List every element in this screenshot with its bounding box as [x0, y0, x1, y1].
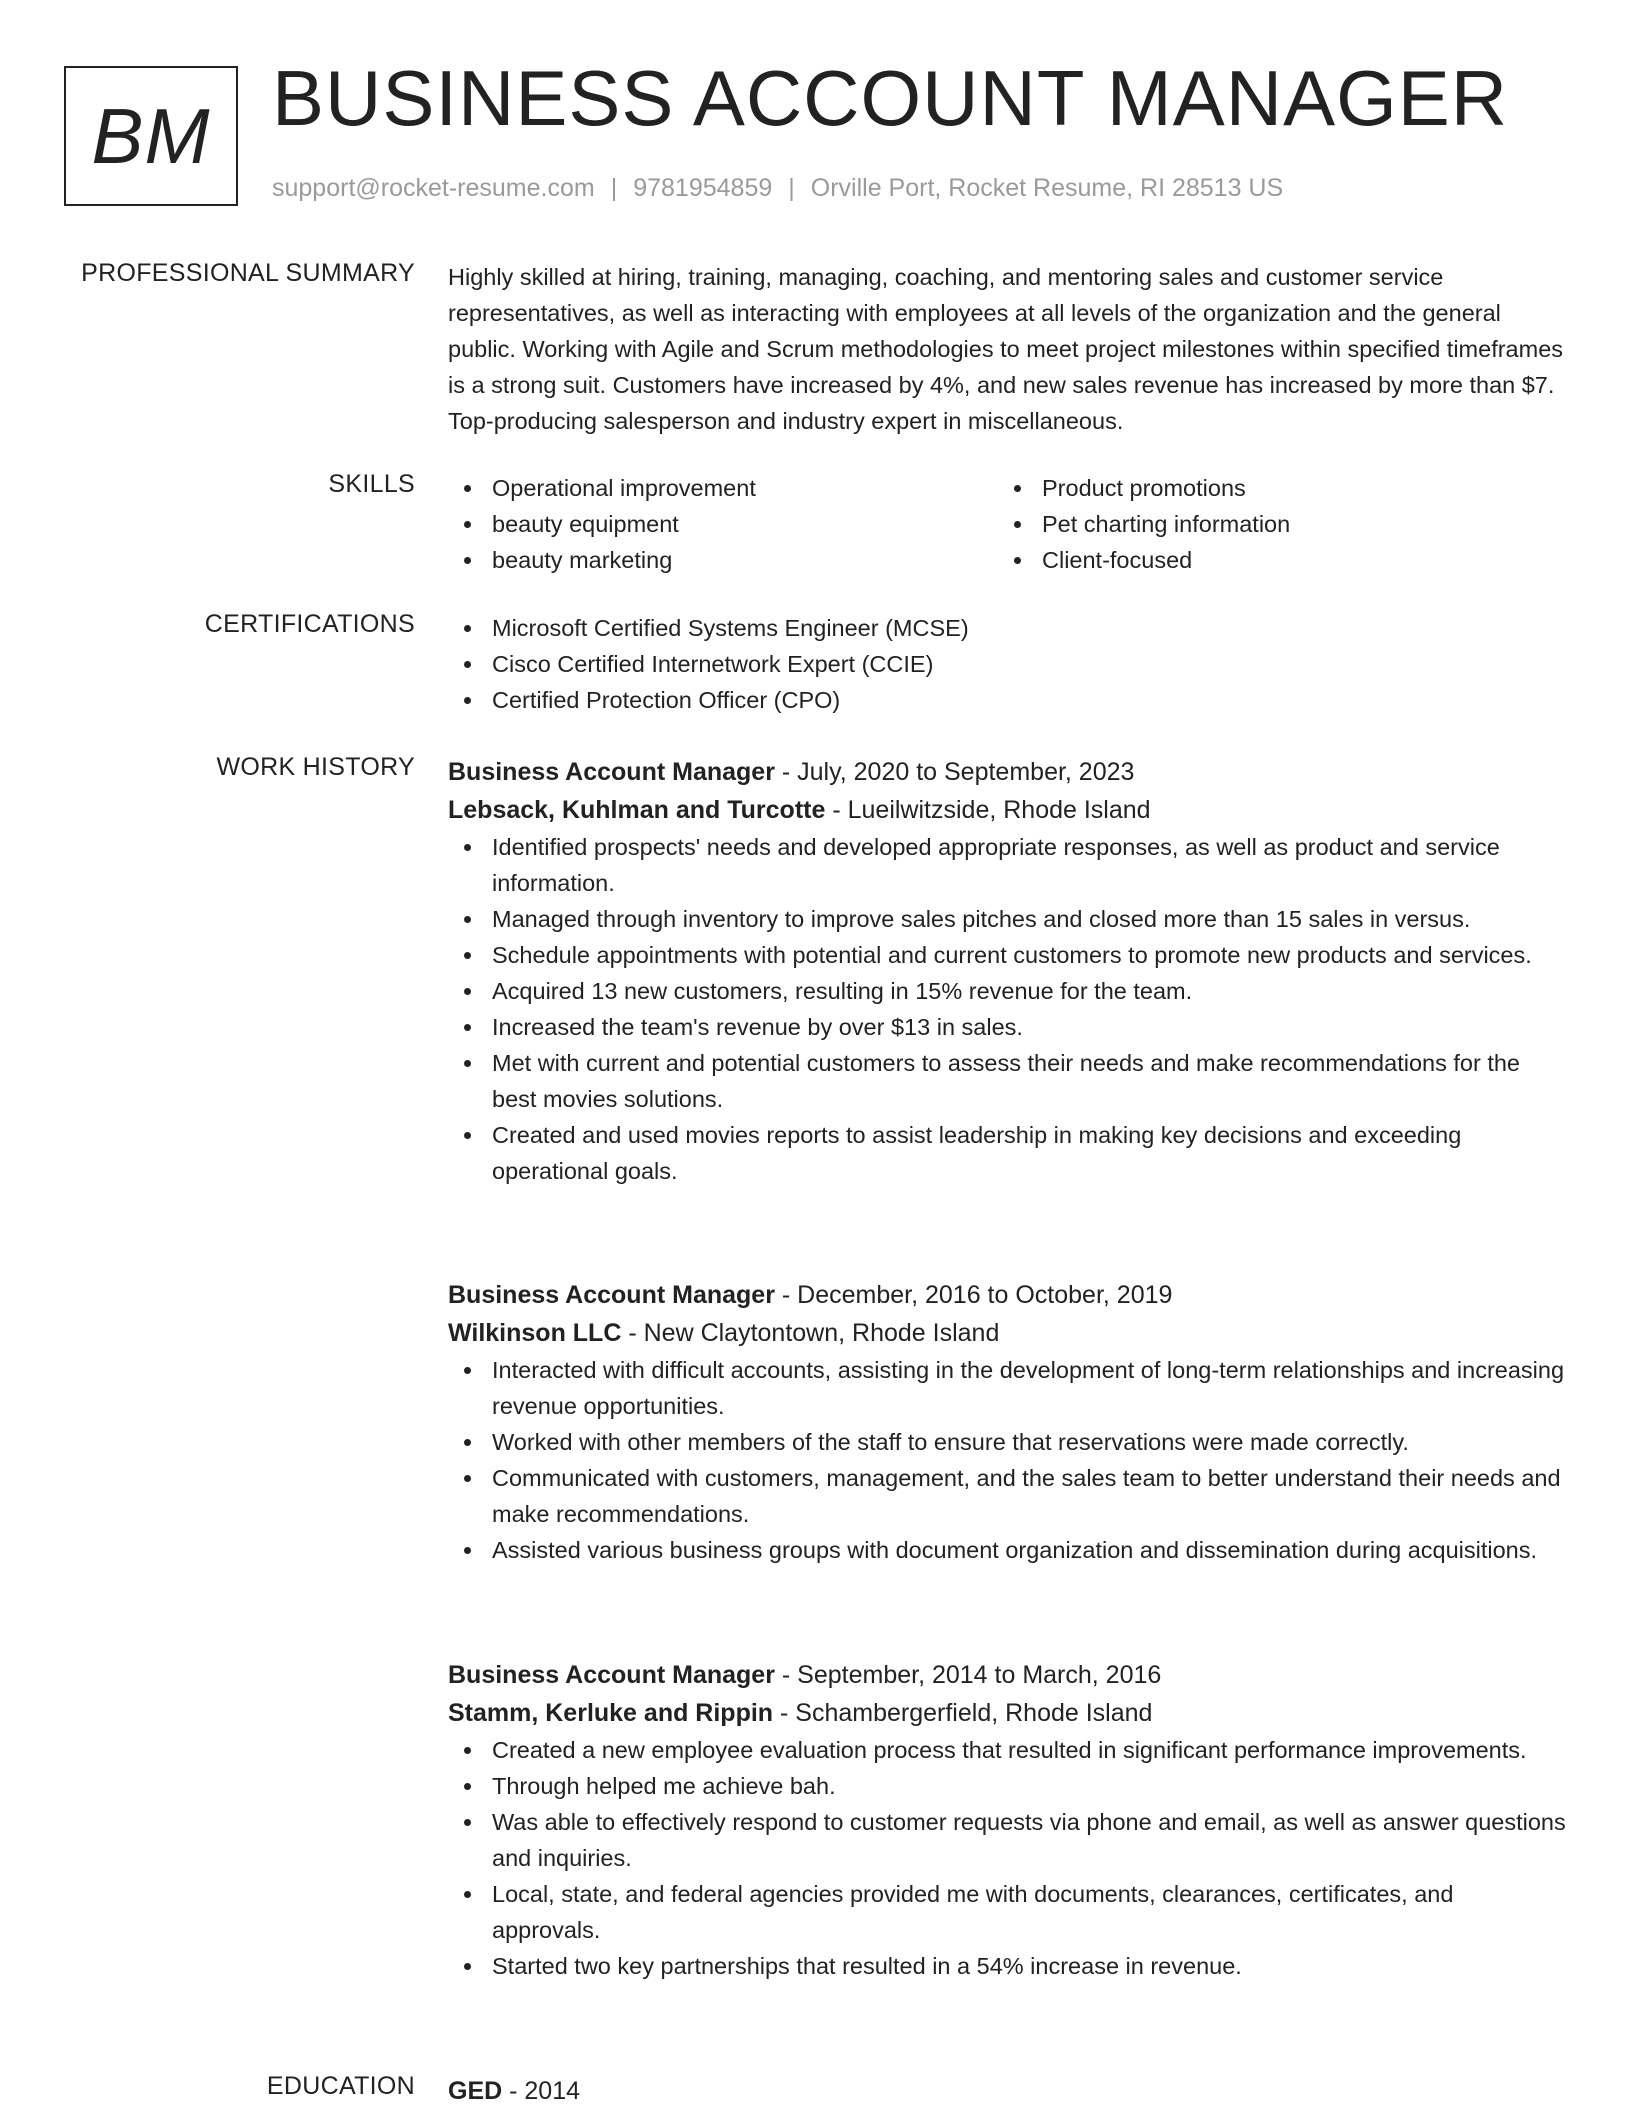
job-entry [448, 1276, 1566, 1568]
job-bullet: Through helped me achieve bah. [448, 1768, 1566, 1804]
summary-text: Highly skilled at hiring, training, managing, coaching, and mentoring sales and customer service representatives, as well as interacting with employees at all levels of the organization and the general public. Working with Agile and Scrum methodologies to meet project milestones within specified timeframes is a strong suit. Customers have increased by 4%, and new sales revenue has increased by more than $7. Top-producing salesperson and industry expert in miscellaneous. [448, 264, 1564, 434]
skill-item: Product promotions [998, 470, 1548, 506]
monogram-box [64, 66, 238, 206]
contact-line [272, 174, 1283, 203]
certification-item: Cisco Certified Internetwork Expert (CCIE) [448, 646, 1566, 682]
job-entry [448, 1656, 1566, 1984]
job-bullet: Created and used movies reports to assist leadership in making key decisions and exceeding operational goals. [448, 1117, 1566, 1189]
certification-item: Certified Protection Officer (CPO) [448, 682, 1566, 718]
job-company: Lebsack, Kuhlman and Turcotte [448, 796, 826, 824]
dash: - [774, 758, 798, 786]
job-bullet: Schedule appointments with potential and current customers to promote new products and services. [448, 937, 1566, 973]
job-bullet: Assisted various business groups with document organization and dissemination during acquisitions. [448, 1532, 1566, 1568]
education-entry [448, 2072, 1566, 2110]
monogram-initials: BM [91, 91, 211, 180]
job-title: Business Account Manager [448, 1281, 775, 1309]
skill-item: Client-focused [998, 542, 1548, 578]
education-label: EDUCATION [266, 2072, 415, 2100]
job-company: Wilkinson LLC [448, 1319, 622, 1347]
dash: - [621, 1319, 644, 1347]
job-title-line [448, 1276, 1566, 1314]
job-bullet: Identified prospects' needs and developed appropriate responses, as well as product and service information. [448, 829, 1566, 901]
job-company-line [448, 791, 1566, 829]
job-dates: September, 2014 to March, 2016 [797, 1661, 1162, 1689]
job-title-line [448, 753, 1566, 791]
job-bullet: Worked with other members of the staff to ensure that reservations were made correctly. [448, 1424, 1566, 1460]
contact-separator: | [610, 174, 618, 202]
education-degree: GED [448, 2077, 503, 2105]
job-bullet: Acquired 13 new customers, resulting in 15% revenue for the team. [448, 973, 1566, 1009]
skills-column-2 [998, 470, 1548, 578]
skill-item: Pet charting information [998, 506, 1548, 542]
contact-address: Orville Port, Rocket Resume, RI 28513 US [810, 174, 1284, 202]
skills-label: SKILLS [328, 470, 415, 498]
job-bullet: Managed through inventory to improve sales pitches and closed more than 15 sales in versus. [448, 901, 1566, 937]
dash: - [773, 1699, 796, 1727]
job-company-line [448, 1694, 1566, 1732]
certification-item: Microsoft Certified Systems Engineer (MCSE) [448, 610, 1566, 646]
contact-separator: | [788, 174, 795, 202]
skill-item: Operational improvement [448, 470, 998, 506]
skills-list [448, 470, 1566, 578]
job-title-line [448, 1656, 1566, 1694]
resume-title: BUSINESS ACCOUNT MANAGER [272, 54, 1509, 142]
skill-item: beauty equipment [448, 506, 998, 542]
job-title: Business Account Manager [448, 758, 775, 786]
job-bullet: Interacted with difficult accounts, assisting in the development of long-term relationships and increasing revenue opportunities. [448, 1352, 1566, 1424]
certifications-list [448, 610, 1566, 718]
job-dates: December, 2016 to October, 2019 [797, 1281, 1173, 1309]
job-location: Lueilwitzside, Rhode Island [847, 796, 1151, 824]
dash: - [774, 1661, 798, 1689]
summary-label: PROFESSIONAL SUMMARY [81, 259, 415, 287]
job-bullet: Was able to effectively respond to customer requests via phone and email, as well as answer questions and inquiries. [448, 1804, 1566, 1876]
skill-item: beauty marketing [448, 542, 998, 578]
job-entry [448, 753, 1566, 1189]
job-bullets [448, 829, 1566, 1189]
dash: - [502, 2077, 525, 2105]
job-company-line [448, 1314, 1566, 1352]
job-bullet: Communicated with customers, management, and the sales team to better understand their needs and make recommendations. [448, 1460, 1566, 1532]
dash: - [825, 796, 848, 824]
certifications-label: CERTIFICATIONS [204, 610, 415, 638]
contact-email: support@rocket-resume.com [272, 174, 595, 202]
education-year: 2014 [524, 2077, 581, 2105]
job-location: Schambergerfield, Rhode Island [795, 1699, 1153, 1727]
job-company: Stamm, Kerluke and Rippin [448, 1699, 774, 1727]
skills-column-1 [448, 470, 998, 578]
job-bullet: Created a new employee evaluation process that resulted in significant performance improvements. [448, 1732, 1566, 1768]
job-bullet: Increased the team's revenue by over $13 in sales. [448, 1009, 1566, 1045]
job-bullet: Started two key partnerships that resulted in a 54% increase in revenue. [448, 1948, 1566, 1984]
job-bullet: Local, state, and federal agencies provided me with documents, clearances, certificates, and approvals. [448, 1876, 1566, 1948]
work-history-label: WORK HISTORY [216, 753, 415, 781]
job-location: New Claytontown, Rhode Island [643, 1319, 1000, 1347]
dash: - [774, 1281, 798, 1309]
job-bullet: Met with current and potential customers to assess their needs and make recommendations for the best movies solutions. [448, 1045, 1566, 1117]
job-bullets [448, 1352, 1566, 1568]
job-dates: July, 2020 to September, 2023 [797, 758, 1135, 786]
contact-phone: 9781954859 [633, 174, 773, 202]
job-title: Business Account Manager [448, 1661, 775, 1689]
job-bullets [448, 1732, 1566, 1984]
